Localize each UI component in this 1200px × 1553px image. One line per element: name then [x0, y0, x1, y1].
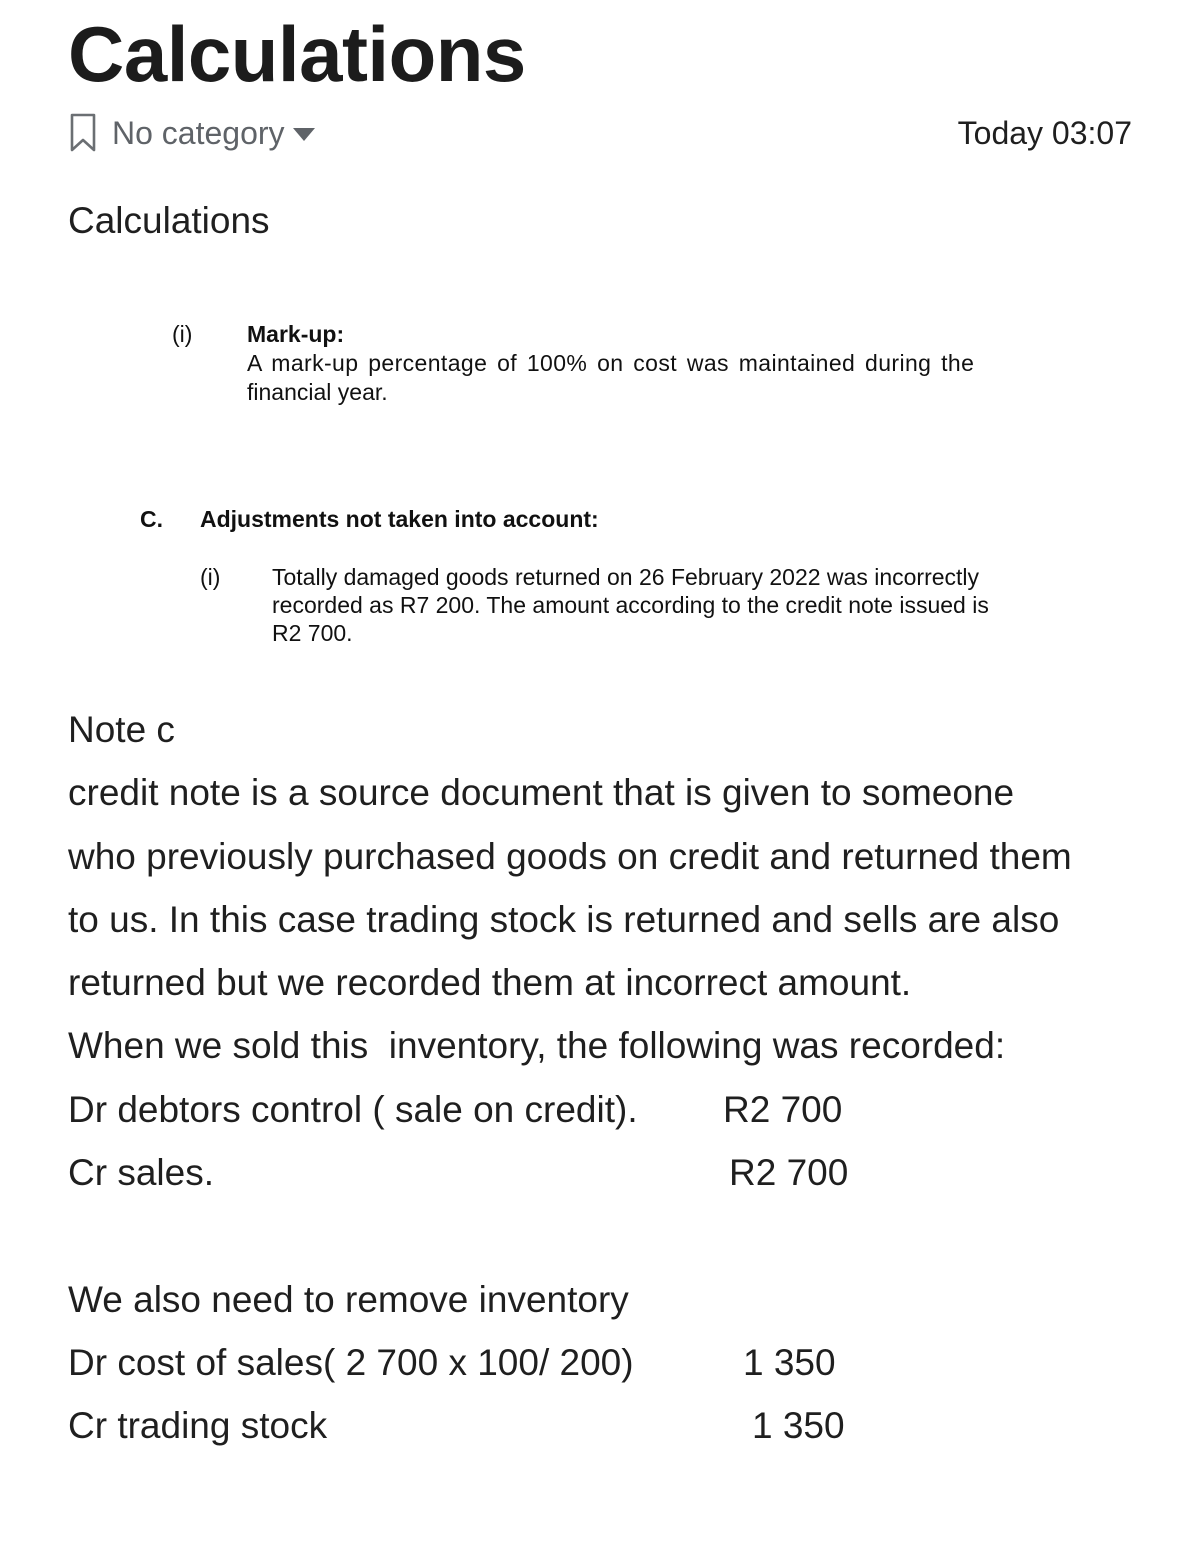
- section-c-heading: Adjustments not taken into account:: [200, 506, 599, 532]
- section-c-text-line-1: Totally damaged goods returned on 26 February 2022 was incorrectly: [272, 564, 980, 590]
- paragraph-line: who previously purchased goods on credit and returned them: [68, 835, 1072, 877]
- bookmark-icon: [68, 110, 108, 156]
- paragraph-line: credit note is a source document that is given to someone: [68, 772, 1015, 814]
- pasted-document-image: [68, 300, 1132, 670]
- markup-item-number: (i): [172, 321, 193, 347]
- blank-line: [68, 1204, 1158, 1267]
- journal-entry-row: [68, 1331, 1158, 1394]
- paragraph-line: returned but we recorded them at incorrect amount.: [68, 962, 912, 1004]
- journal-entry-label: Dr debtors control ( sale on credit).: [68, 1088, 638, 1130]
- markup-text-line-2: financial year.: [247, 379, 388, 405]
- markup-heading: Mark-up:: [247, 321, 345, 347]
- category-selector[interactable]: [68, 110, 315, 156]
- body-heading[interactable]: Calculations: [68, 200, 270, 241]
- section-c-item-number: (i): [200, 564, 221, 590]
- section-c-text-line-3: R2 700.: [272, 620, 353, 646]
- paragraph-line: to us. In this case trading stock is returned and sells are also: [68, 898, 1060, 940]
- journal-entry-label: Dr cost of sales( 2 700 x 100/ 200): [68, 1341, 634, 1383]
- journal-entry-row: [68, 1141, 1158, 1204]
- section-c-letter: C.: [140, 506, 163, 532]
- journal-entry-row: [68, 1394, 1158, 1457]
- journal-entry-row: [68, 1078, 1158, 1141]
- category-label: No category: [112, 115, 285, 151]
- note-meta-row: [68, 110, 1132, 156]
- note-body-text[interactable]: [68, 698, 1158, 1458]
- journal-entry-amount: R2 700: [723, 1088, 843, 1130]
- note-c-heading: Note c: [68, 709, 175, 750]
- journal-entry-amount: R2 700: [729, 1152, 849, 1194]
- note-timestamp: Today 03:07: [957, 115, 1132, 151]
- journal-entry-label: Cr sales.: [68, 1152, 214, 1194]
- journal-entry-amount: 1 350: [743, 1341, 836, 1383]
- sold-intro-line: When we sold this inventory, the following was recorded:: [68, 1025, 1006, 1067]
- section-c-text-line-2: recorded as R7 200. The amount according to the credit note issued is: [272, 592, 989, 618]
- caret-down-icon: [293, 128, 315, 141]
- journal-entry-amount: 1 350: [752, 1405, 845, 1447]
- journal-entry-label: Cr trading stock: [68, 1405, 328, 1447]
- markup-text-line-1: A mark-up percentage of 100% on cost was maintained during the: [247, 350, 975, 376]
- note-title[interactable]: Calculations: [68, 10, 526, 98]
- remove-intro-line: We also need to remove inventory: [68, 1278, 629, 1320]
